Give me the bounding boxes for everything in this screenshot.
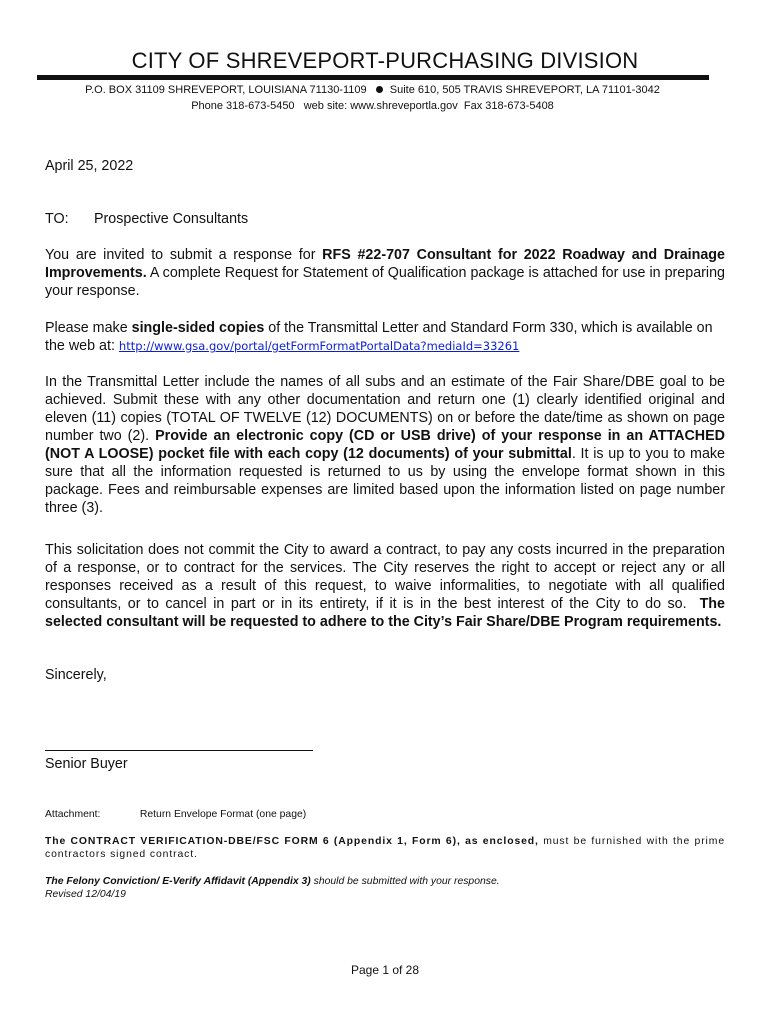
recipient-line xyxy=(45,210,725,228)
closing: Sincerely, xyxy=(45,667,107,683)
paragraph-text: This solicitation does not commit the City to award a contract, to pay any costs incurred in the preparation of a response, or to contract for the services. The City reserves the right to accept or reject any or all responses received as a result of this request, to waive informalities, to negotiate with all qualified consultants, or to cancel in part or in its entirety, if it is in the best interest of the City to do so. xyxy=(45,542,729,612)
note-text: must be furnished with the prime contractors signed contract. xyxy=(45,836,725,860)
attachment-value: Return Envelope Format (one page) xyxy=(139,809,307,820)
revision-date: Revised 12/04/19 xyxy=(45,889,126,900)
paragraph-copies xyxy=(45,319,725,355)
paragraph-text: In the Transmittal Letter include the names of all subs and an estimate of the Fair Share/DBE goal to be achieved. Submit these with any other documentation and return one (1) clearly identified original and eleven (11) copies (TOTAL OF TWELVE (12) DOCUMENTS) on or before the date/time as shown on page number two (2). xyxy=(45,374,725,444)
paragraph-submission xyxy=(45,373,725,517)
electronic-copy-emphasis: Provide an electronic copy (CD or USB drive) of your response in an ATTACHED (NOT A LOOSE) pocket file with each copy (12 documents) of your submittal xyxy=(45,428,725,462)
paragraph-text: You are invited to submit a response for xyxy=(45,247,323,263)
paragraph-invitation xyxy=(45,246,725,300)
fair-share-emphasis: The selected consultant will be requested to adhere to the City’s Fair Share/DBE Program requirements. xyxy=(45,596,725,630)
bullet-dot-icon xyxy=(376,86,383,93)
page-number: Page 1 of 28 xyxy=(350,963,420,977)
letterhead-rule xyxy=(37,75,709,80)
felony-affidavit-note xyxy=(45,875,725,901)
paragraph-text: . It is up to you to make sure that all the information requested is returned to us by using the envelope format shown in this package. Fees and reimbursable expenses are limited based upon the information listed on page number three (3). xyxy=(45,446,725,516)
suite-address: Suite 610, 505 TRAVIS SHREVEPORT, LA 71101-3042 xyxy=(389,84,660,96)
recipient-label: TO: xyxy=(45,211,69,227)
po-box-address: P.O. BOX 31109 SHREVEPORT, LOUISIANA 71130-1109 xyxy=(85,84,367,96)
attachment-line xyxy=(45,808,725,821)
gsa-form-link[interactable]: http://www.gsa.gov/portal/getFormFormatPortalData?mediaId=33261 xyxy=(118,339,520,353)
paragraph-text: of the Transmittal Letter and Standard Form 330, which is available on the web at: xyxy=(45,320,713,354)
contract-form-emphasis: The CONTRACT VERIFICATION-DBE/FSC FORM 6 (Appendix 1, Form 6), as enclosed, xyxy=(45,836,539,847)
recipient-value: Prospective Consultants xyxy=(93,211,249,227)
paragraph-disclaimer xyxy=(45,541,729,631)
paragraph-text: A complete Request for Statement of Qualification package is attached for use in preparing your response. xyxy=(45,265,725,299)
rfs-title: RFS #22-707 Consultant for 2022 Roadway and Drainage Improvements. xyxy=(45,247,725,281)
contract-verification-note xyxy=(45,835,725,861)
letterhead-address xyxy=(0,84,745,96)
letterhead-title: CITY OF SHREVEPORT-PURCHASING DIVISION xyxy=(131,48,639,73)
letterhead-contact: Phone 318-673-5450 web site: www.shreveportla.gov Fax 318-673-5408 xyxy=(191,100,554,112)
note-text: should be submitted with your response. xyxy=(310,876,500,887)
attachment-label: Attachment: xyxy=(45,809,101,820)
single-sided-emphasis: single-sided copies xyxy=(131,320,265,336)
paragraph-text: Please make xyxy=(45,320,132,336)
signature-line xyxy=(45,750,313,751)
signer-title: Senior Buyer xyxy=(45,756,128,772)
felony-emphasis: The Felony Conviction/ E-Verify Affidavit (Appendix 3) xyxy=(45,876,311,887)
letter-date: April 25, 2022 xyxy=(45,158,134,174)
